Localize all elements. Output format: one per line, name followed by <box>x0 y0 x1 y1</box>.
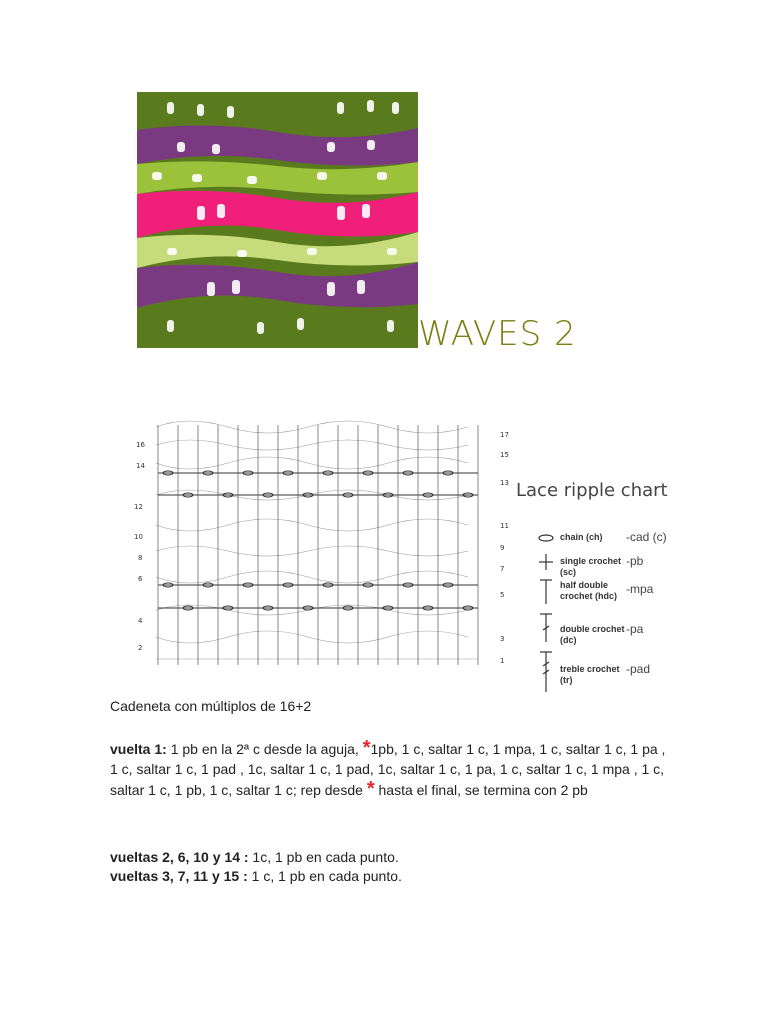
row-1-instructions <box>110 738 670 800</box>
row-number: 6 <box>138 575 143 583</box>
crochet-chart <box>128 405 508 695</box>
legend-en: chain (ch) <box>560 532 603 542</box>
legend-item-double-crochet <box>510 612 710 644</box>
double-crochet-symbol-icon <box>536 612 556 644</box>
row-number: 15 <box>500 451 509 459</box>
rows-3-label: vueltas 3, 7, 11 y 15 : <box>110 868 248 884</box>
row-number: 16 <box>136 441 145 449</box>
row-number: 5 <box>500 591 505 599</box>
row-number: 7 <box>500 565 505 573</box>
row-number: 8 <box>138 554 143 562</box>
row-number: 10 <box>134 533 143 541</box>
legend-en: treble crochet (tr) <box>560 664 620 685</box>
row-number: 4 <box>138 617 143 625</box>
row-number: 14 <box>136 462 145 470</box>
rows-2-instructions <box>110 847 670 867</box>
row-number: 11 <box>500 522 509 530</box>
row-number: 1 <box>500 657 505 665</box>
row-1-part-3: hasta el final, se termina con 2 pb <box>374 782 588 798</box>
half-double-crochet-symbol-icon <box>536 576 556 608</box>
legend-item-half-double-crochet <box>510 576 710 608</box>
row-1-part-1: 1 pb en la 2ª c desde la aguja, <box>166 741 363 757</box>
page-title: WAVES 2 <box>418 314 577 354</box>
chart-legend <box>510 480 710 695</box>
legend-es: -pa <box>626 622 644 636</box>
legend-en: half double crochet (hdc) <box>560 580 618 601</box>
chart-diagram <box>128 405 508 695</box>
row-number: 13 <box>500 479 509 487</box>
repeat-marker: * <box>362 737 371 759</box>
swatch-illustration <box>137 92 418 348</box>
legend-item-treble-crochet <box>510 652 710 684</box>
legend-es: -pb <box>626 554 644 568</box>
row-number: 17 <box>500 431 509 439</box>
row-number: 2 <box>138 644 143 652</box>
row-1-label: vuelta 1: <box>110 741 167 757</box>
row-number: 12 <box>134 503 143 511</box>
legend-title: Lace ripple chart <box>516 480 668 501</box>
repeat-marker: * <box>366 778 375 800</box>
swatch-photo <box>137 92 418 348</box>
legend-en: single crochet (sc) <box>560 556 622 577</box>
legend-es: -cad (c) <box>626 530 667 544</box>
row-number: 9 <box>500 544 505 552</box>
intro-text: Cadeneta con múltiplos de 16+2 <box>110 698 312 714</box>
row-number: 3 <box>500 635 505 643</box>
legend-es: -pad <box>626 662 651 676</box>
rows-2-text: 1c, 1 pb en cada punto. <box>248 849 399 865</box>
legend-en: double crochet (dc) <box>560 624 625 645</box>
rows-2-label: vueltas 2, 6, 10 y 14 : <box>110 849 249 865</box>
row-1-part-2: 1pb, 1 c, saltar 1 c, 1 mpa, 1 c, saltar 1 c, 1 pa , 1 c, saltar 1 c, 1 pad , 1c, saltar 1 c, 1 pad, 1c, saltar 1 c, 1 pa, 1 c, saltar 1 c, 1 mpa , 1 c, saltar 1 c, 1 pb, 1 c, saltar 1 c; rep desde <box>110 741 666 798</box>
rows-3-text: 1 c, 1 pb en cada punto. <box>247 868 402 884</box>
rows-3-instructions <box>110 866 670 886</box>
legend-es: -mpa <box>626 582 654 596</box>
treble-crochet-symbol-icon <box>536 652 556 684</box>
